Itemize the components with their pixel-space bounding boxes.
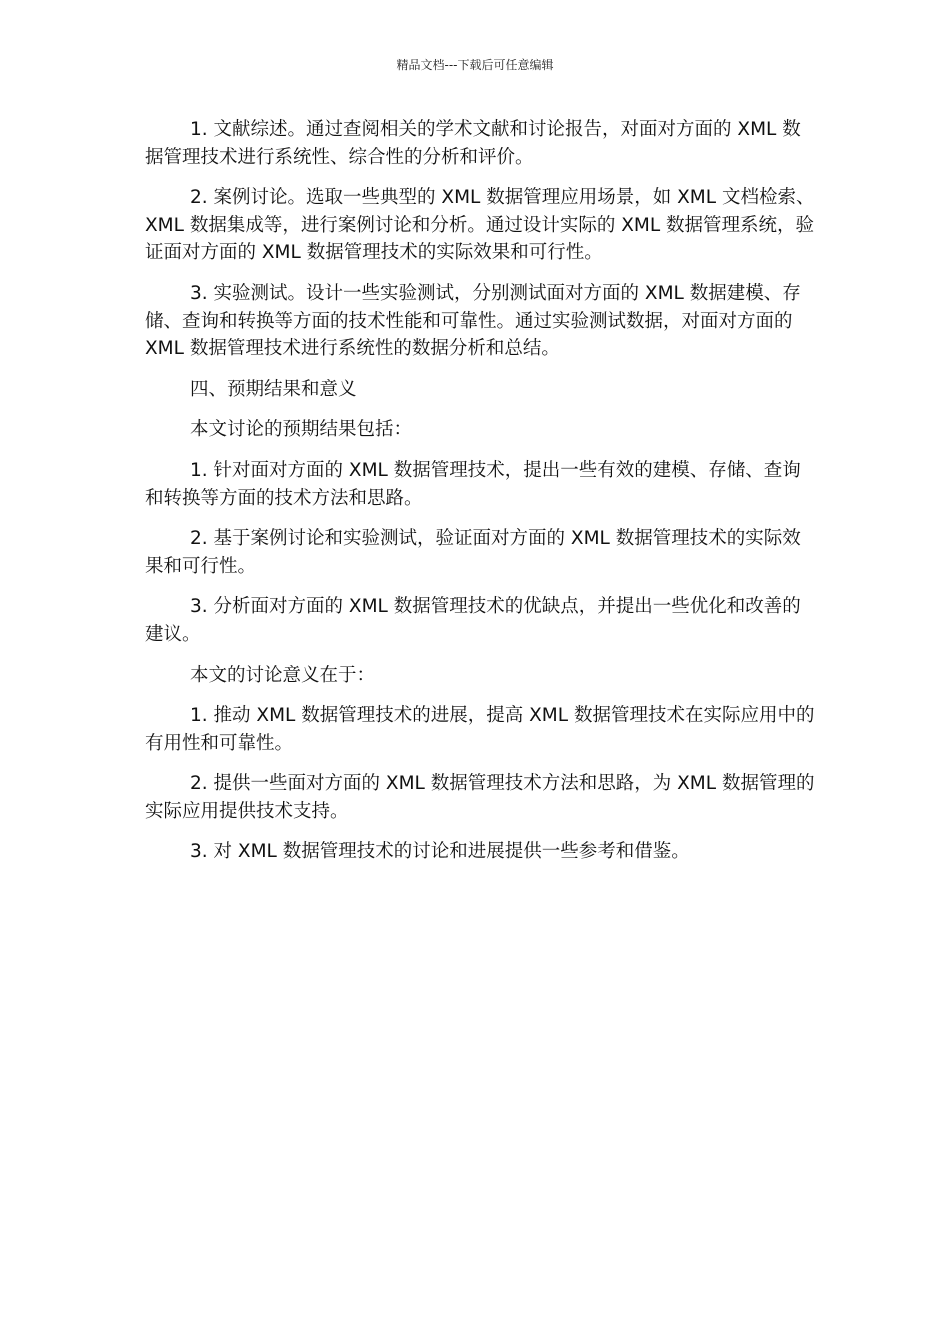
expected-result-item: 2. 基于案例讨论和实验测试，验证面对方面的 XML 数据管理技术的实际效果和可行性。 (145, 528, 801, 577)
document-body (145, 116, 817, 879)
significance-item: 2. 提供一些面对方面的 XML 数据管理技术方法和思路，为 XML 数据管理的实际应用提供技术支持。 (145, 773, 815, 822)
method-experiment: 3. 实验测试。设计一些实验测试，分别测试面对方面的 XML 数据建模、存储、查询和转换等方面的技术性能和可靠性。通过实验测试数据，对面对方面的 XML 数据管理技术进行系统性的数据分析和总结。 (145, 282, 801, 360)
significance-intro: 本文的讨论意义在于： (190, 664, 376, 686)
section-heading-expected-results: 四、预期结果和意义 (190, 378, 357, 400)
expected-result-item: 3. 分析面对方面的 XML 数据管理技术的优缺点，并提出一些优化和改善的建议。 (145, 596, 801, 645)
expected-result-item: 1. 针对面对方面的 XML 数据管理技术，提出一些有效的建模、存储、查询和转换等方面的技术方法和思路。 (145, 459, 801, 509)
page-header: 精品文档---下载后可任意编辑 (396, 58, 554, 72)
method-literature-review: 1. 文献综述。通过查阅相关的学术文献和讨论报告，对面对方面的 XML 数据管理技术进行系统性、综合性的分析和评价。 (145, 119, 801, 168)
significance-item: 3. 对 XML 数据管理技术的讨论和进展提供一些参考和借鉴。 (190, 841, 690, 863)
method-case-study: 2. 案例讨论。选取一些典型的 XML 数据管理应用场景，如 XML 文档检索、XML 数据集成等，进行案例讨论和分析。通过设计实际的 XML 数据管理系统，验证面对方面的 XML 数据管理技术的实际效果和可行性。 (145, 187, 815, 264)
expected-results-intro: 本文讨论的预期结果包括： (190, 419, 413, 441)
significance-item: 1. 推动 XML 数据管理技术的进展，提高 XML 数据管理技术在实际应用中的有用性和可靠性。 (145, 705, 815, 754)
